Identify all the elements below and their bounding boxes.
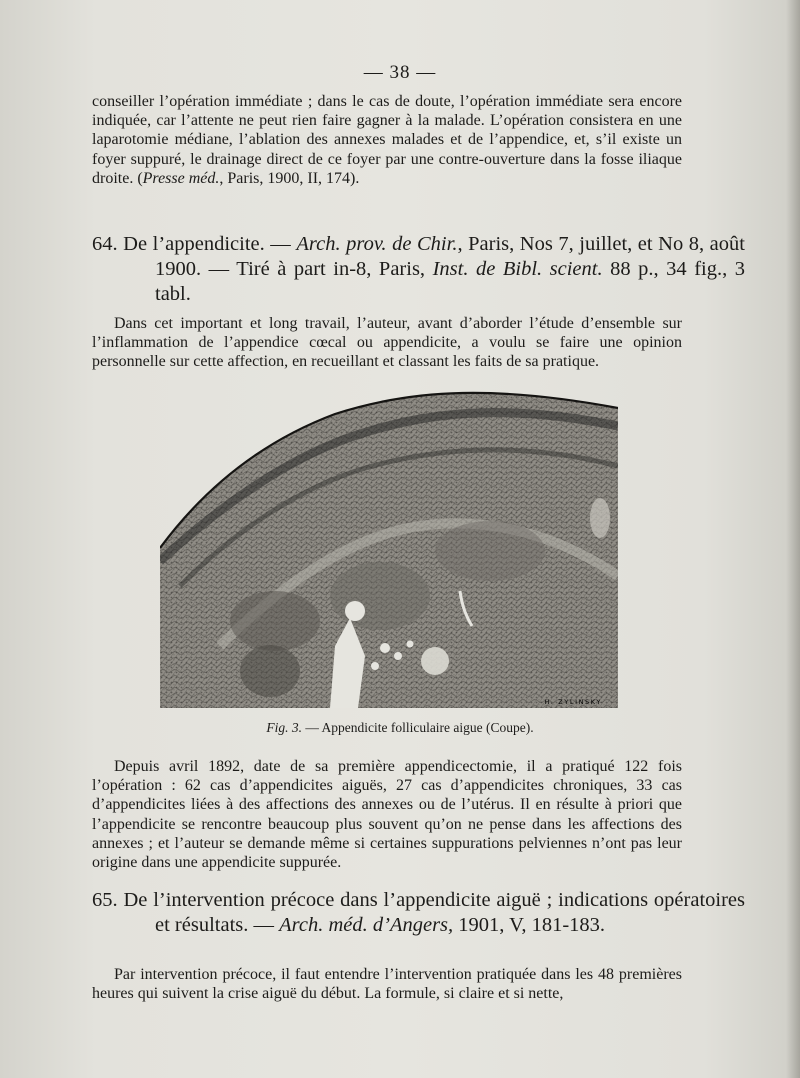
abstract-paragraph-statistics: Depuis avril 1892, date de sa première appendicectomie, il a pratiqué 122 fois l’opération : 62 cas d’appendicites aiguës, 27 cas d’appendicites chroniques, 33 cas d’appendicites liées à des affections des annexes ou de l’utérus. Il en résulte à priori que l’appendicite se rencontre beaucoup plus souvent qu’on ne pense dans les affections des annexes ; et l’auteur se demande même si certaines suppurations pelviennes n’ont pas leur origine dans une appendicite suppurée. [92,758,682,872]
entry-details: 1901, V, 181-183. [453,913,606,936]
entry-pages: 88 p., 34 fig., 3 tabl. [155,257,745,305]
journal-name: Presse méd. [142,169,220,187]
entry-publisher: Inst. de Bibl. scient. [432,257,603,280]
entry-journal: Arch. prov. de Chir. [296,233,458,255]
paragraph-text: conseiller l’opération immédiate ; dans le cas de doute, l’opération immédiate sera encore indiquée, car l’attente ne peut rien faire gagner à la malade. L’opération consistera en une laparotomie médiane, l’ablation des annexes malades et de l’appendice, et, s’il existe un foyer suppuré, le drainage direct de ce foyer par une contre-ouverture dans la fosse iliaque droite. ( [92,93,682,187]
bibliography-entry-64 [92,232,745,306]
paragraph-continuation [92,92,682,188]
figure-caption [0,720,800,736]
entry-number: 65. [92,889,118,911]
page-number: — 38 — [363,62,437,83]
entry-title: De l’appendicite. — [117,233,297,255]
entry-title: De l’intervention précoce dans l’appendicite aiguë ; indications opératoires et résultats. — [117,889,745,936]
caption-label: Fig. 3. [266,720,302,735]
bibliography-entry-65 [92,888,745,938]
appendicitis-section-engraving [160,386,618,708]
engraver-signature: H. ZYLINSKY [544,698,602,706]
abstract-paragraph-64: Dans cet important et long travail, l’auteur, avant d’aborder l’étude d’ensemble sur l’inflammation de l’appendice cœcal ou appendicite, a voulu se faire une opinion personnelle sur cette affection, en recueillant et classant les faits de sa pratique. [92,315,682,371]
caption-text: — Appendicite folliculaire aigue (Coupe). [301,720,534,735]
entry-details: , Paris, Nos 7, juillet, et No 8, août 1900. — Tiré à part in-8, Paris, [155,233,745,280]
page-edge-shadow [786,0,800,1078]
citation-text: , Paris, 1900, II, 174). [219,169,360,187]
entry-number: 64. [92,233,118,255]
abstract-paragraph-65: Par intervention précoce, il faut entendre l’intervention pratiquée dans les 48 premières heures qui suivent la crise aiguë du début. La formule, si claire et si nette, [92,966,682,1003]
entry-journal: Arch. méd. d’Angers, [279,913,454,936]
histology-figure [160,386,618,708]
